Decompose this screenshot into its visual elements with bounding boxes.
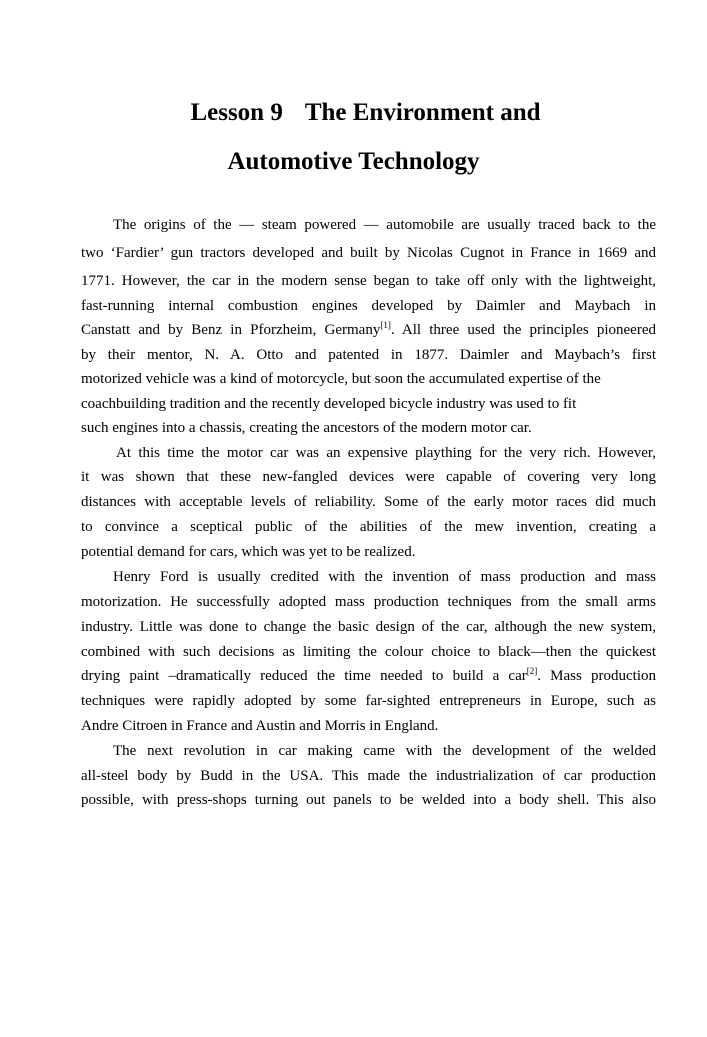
paragraph-3-line-3: industry. Little was done to change the basic design of the car, although the new system, [81, 619, 656, 635]
paragraph-2-line-1: At this time the motor car was an expensive plaything for the very rich. However, [116, 445, 656, 461]
lesson-number: Lesson 9 [190, 99, 283, 126]
paragraph-3-line-5-text-a: drying paint –dramatically reduced the time needed to build a car [81, 668, 527, 684]
paragraph-1-line-5 [81, 320, 656, 340]
paragraph-3-line-7: Andre Citroen in France and Austin and Morris in England. [81, 718, 439, 734]
paragraph-1-line-7: motorized vehicle was a kind of motorcycle, but soon the accumulated expertise of the [81, 371, 601, 387]
paragraph-3-line-4: combined with such decisions as limiting the colour choice to black—then the quickest [81, 644, 656, 660]
paragraph-1-line-4: fast-running internal combustion engines developed by Daimler and Maybach in [81, 298, 656, 314]
paragraph-4-line-2: all-steel body by Budd in the USA. This made the industrialization of car production [81, 768, 656, 784]
paragraph-1-line-3: 1771. However, the car in the modern sense began to take off only with the lightweight, [81, 273, 656, 289]
paragraph-2-line-4: to convince a sceptical public of the abilities of the mew invention, creating a [81, 519, 656, 535]
paragraph-1-line-6: by their mentor, N. A. Otto and patented in 1877. Daimler and Maybach’s first [81, 347, 656, 363]
paragraph-4-line-3: possible, with press-shops turning out panels to be welded into a body shell. This also [81, 792, 656, 808]
paragraph-1-line-5-text-a: Canstatt and by Benz in Pforzheim, Germany [81, 322, 381, 338]
paragraph-1-line-1: The origins of the — steam powered — automobile are usually traced back to the [113, 217, 656, 233]
paragraph-2-line-5: potential demand for cars, which was yet to be realized. [81, 544, 416, 560]
paragraph-1-line-9: such engines into a chassis, creating the ancestors of the modern motor car. [81, 420, 532, 436]
lesson-title-line-1 [12, 98, 707, 128]
paragraph-2-line-2: it was shown that these new-fangled devices were capable of covering very long [81, 469, 656, 485]
footnote-ref-1: [1] [380, 320, 391, 330]
paragraph-3-line-5 [81, 666, 656, 686]
paragraph-4-line-1: The next revolution in car making came with the development of the welded [113, 743, 656, 759]
paragraph-1-line-2: two ‘Fardier’ gun tractors developed and built by Nicolas Cugnot in France in 1669 and [81, 245, 656, 261]
lesson-title-line-2: Automotive Technology [227, 148, 480, 175]
paragraph-2-line-3: distances with acceptable levels of reliability. Some of the early motor races did much [81, 494, 656, 510]
footnote-ref-2: [2] [526, 666, 538, 676]
paragraph-3-line-6: techniques were rapidly adopted by some far-sighted entrepreneurs in Europe, such as [81, 693, 656, 709]
paragraph-3-line-1: Henry Ford is usually credited with the invention of mass production and mass [113, 569, 656, 585]
lesson-title-text: The Environment and [304, 99, 541, 126]
paragraph-1-line-8: coachbuilding tradition and the recently developed bicycle industry was used to fit [81, 396, 577, 412]
paragraph-3-line-2: motorization. He successfully adopted mass production techniques from the small arms [81, 594, 656, 610]
paragraph-3-line-5-text-b: . Mass production [537, 668, 656, 684]
paragraph-1-line-5-text-b: . All three used the principles pioneered [390, 322, 656, 338]
